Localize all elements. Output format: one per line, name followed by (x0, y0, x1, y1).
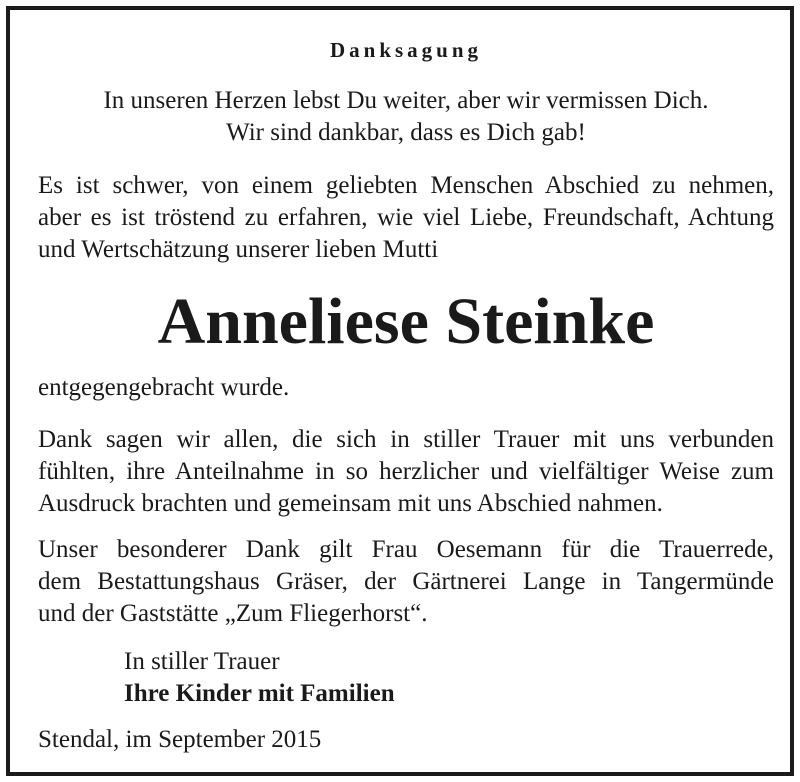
intro-line: Es ist schwer, von einem geliebten Menschen Abschied zu nehmen, (38, 172, 774, 199)
deceased-name: Anneliese Steinke (157, 285, 655, 358)
intro-paragraph (38, 170, 774, 266)
thanks-line: fühlten, ihre Anteilnahme in so herzlicher und vielfältiger Weise zum (38, 458, 774, 485)
memorial-verse (38, 85, 774, 149)
intro-line: aber es ist tröstend zu erfahren, wie viel Liebe, Freundschaft, Achtung (38, 204, 774, 231)
thanks-line: Dank sagen wir allen, die sich in stiller Trauer mit uns verbunden (38, 426, 774, 453)
obituary-notice-frame (6, 6, 794, 776)
place-date: Stendal, im September 2015 (38, 726, 322, 753)
signature-mourning-line: In stiller Trauer (124, 648, 280, 675)
after-name-paragraph (38, 372, 774, 404)
after-name-line: entgegengebracht wurde. (38, 374, 290, 401)
special-thanks-line: und der Gaststätte „Zum Fliegerhorst“. (38, 600, 428, 627)
notice-content (38, 10, 774, 772)
thanks-line: Ausdruck brachten und gemeinsam mit uns Abschied nahmen. (38, 490, 663, 517)
special-thanks-line: Unser besonderer Dank gilt Frau Oesemann für die Trauerrede, (38, 536, 774, 563)
thanks-paragraph (38, 424, 774, 520)
signature-block (124, 646, 395, 710)
verse-line: Wir sind dankbar, dass es Dich gab! (226, 119, 586, 146)
intro-line: und Wertschätzung unserer lieben Mutti (38, 236, 439, 263)
verse-line: In unseren Herzen lebst Du weiter, aber wir vermissen Dich. (103, 87, 709, 114)
special-thanks-line: dem Bestattungshaus Gräser, der Gärtnerei Lange in Tangermünde (38, 568, 774, 595)
notice-heading: Danksagung (329, 38, 483, 62)
special-thanks-paragraph (38, 534, 774, 630)
signature-family-line: Ihre Kinder mit Familien (124, 680, 395, 707)
